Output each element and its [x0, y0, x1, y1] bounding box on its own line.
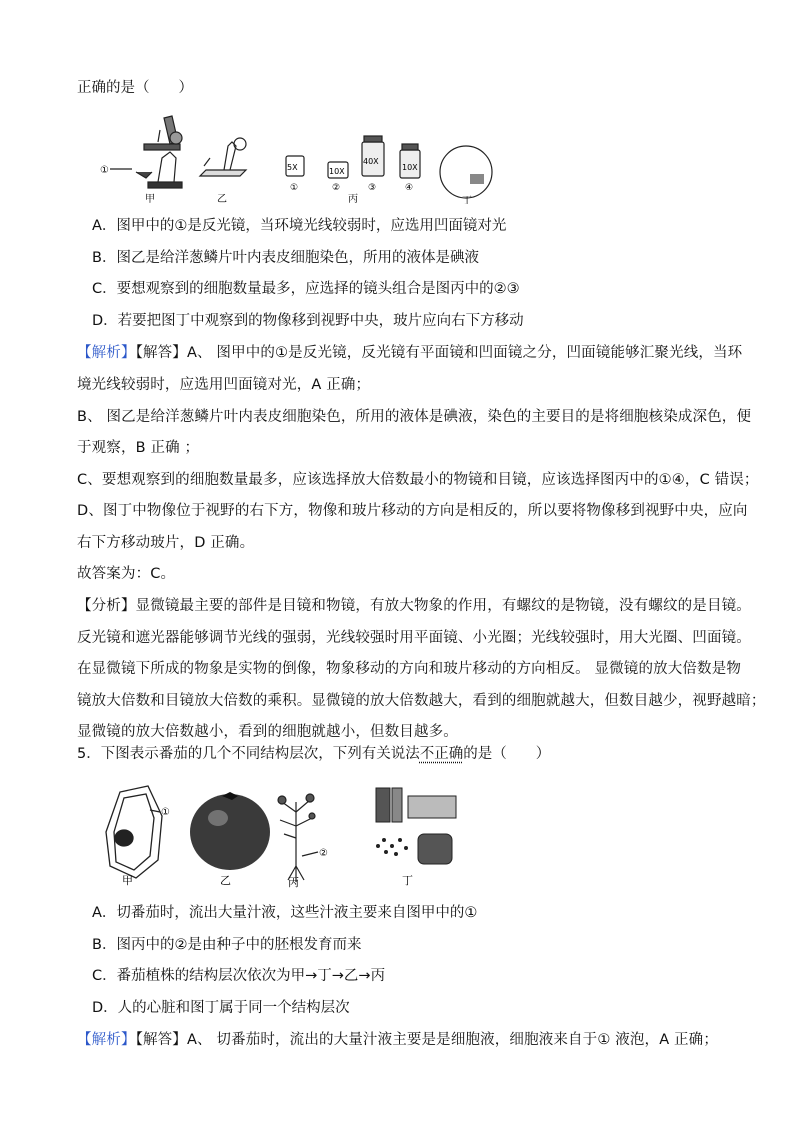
- q5-option-b: B．图丙中的②是由种子中的胚根发育而来: [92, 937, 362, 953]
- q4-analysis-line-4: 于观察，B 正确 ；: [77, 440, 200, 456]
- q4-fenxi-line-4: 镜放大倍数和目镜放大倍数的乘积。显微镜的放大倍数越大，看到的细胞就越大，但数目越少，视野越暗；: [77, 693, 766, 709]
- q4-analysis-line-7: 右下方移动玻片，D 正确。: [77, 535, 255, 551]
- q4-analysis-line-2: 境光线较弱时，应选用凹面镜对光，A 正确；: [77, 377, 371, 393]
- q5-option-a: A．切番茄时，流出大量汁液，这些汁液主要来自图甲中的①: [92, 905, 478, 921]
- q5-analysis-text: 【解答】A、 切番茄时，流出的大量汁液主要是是细胞液，细胞液来自于① 液泡，A 正确；: [135, 1032, 718, 1048]
- analysis-text: 【解答】A、 图甲中的①是反光镜，反光镜有平面镜和凹面镜之分，凹面镜能够汇聚光线，当环: [135, 345, 743, 361]
- q5-figure: [96, 782, 476, 888]
- fenxi-text: 显微镜最主要的部件是目镜和物镜，有放大物象的作用，有螺纹的是物镜，没有螺纹的是目镜。: [135, 598, 751, 614]
- q5-analysis-line-1: [77, 1030, 718, 1050]
- q5-fig-label-jia: 甲: [122, 874, 133, 887]
- q4-fig-label-bing: 丙: [348, 194, 358, 204]
- staining-illustration: [200, 138, 246, 176]
- q4-fig-marker1: ①: [100, 165, 109, 176]
- q5-stem: [77, 744, 550, 764]
- lens-label-3: 40X: [363, 157, 379, 166]
- q5-fig-label-yi: 乙: [220, 874, 231, 887]
- q4-option-d: D．若要把图丁中观察到的物像移到视野中央，玻片应向右下方移动: [92, 313, 524, 329]
- q4-stem-tail: 正确的是（ ）: [77, 80, 193, 96]
- analysis-tag: 【解析】: [77, 345, 136, 361]
- field-of-view: [440, 146, 492, 198]
- q4-fig-label-yi: 乙: [217, 194, 227, 204]
- lens-num-3: ③: [368, 183, 377, 193]
- q4-option-b: B．图乙是给洋葱鳞片叶内表皮细胞染色，所用的液体是碘液: [92, 250, 479, 266]
- lens-num-4: ④: [405, 183, 414, 193]
- tissue-illustration: [376, 788, 456, 864]
- q4-fenxi-line-5: 显微镜的放大倍数越小，看到的细胞就越小，但数目越多。: [77, 724, 458, 740]
- q5-fig-m2: ②: [319, 848, 328, 859]
- q4-answer: 故答案为：C。: [77, 566, 176, 582]
- q5-analysis-tag: 【解析】: [77, 1032, 136, 1048]
- q5-stem-part-a: 5．下图表示番茄的几个不同结构层次，下列有关说法: [77, 746, 420, 762]
- fenxi-tag: 【分析】: [77, 598, 136, 614]
- q4-fig-label-jia: 甲: [145, 194, 155, 204]
- q4-option-c: C．要想观察到的细胞数量最多，应选择的镜头组合是图丙中的②③: [92, 281, 520, 297]
- q4-analysis-line-1: [77, 343, 742, 363]
- q4-option-a: A．图甲中的①是反光镜，当环境光线较弱时，应选用凹面镜对光: [92, 218, 507, 234]
- q4-fenxi-line-1: [77, 596, 751, 616]
- q5-option-d: D．人的心脏和图丁属于同一个结构层次: [92, 1000, 350, 1016]
- q4-analysis-line-6: D、图丁中物像位于视野的右下方，物像和玻片移动的方向是相反的，所以要将物像移到视野中央，应向: [77, 503, 748, 519]
- lens-num-1: ①: [290, 183, 299, 193]
- plant-cell-illustration: [106, 786, 162, 878]
- lens-label-2: 10X: [329, 167, 345, 176]
- plant-illustration: [278, 794, 318, 882]
- lens-set: [286, 136, 420, 178]
- tomato-illustration: [190, 792, 270, 870]
- lens-label-4: 10X: [402, 163, 418, 172]
- q4-fenxi-line-2: 反光镜和遮光器能够调节光线的强弱，光线较强时用平面镜、小光圈；光线较强时，用大光圈、凹面镜。: [77, 630, 751, 646]
- lens-num-2: ②: [332, 183, 341, 193]
- q5-stem-emphasis: 不正确: [419, 746, 464, 762]
- q4-figure: [100, 112, 500, 204]
- q4-analysis-line-3: B、 图乙是给洋葱鳞片叶内表皮细胞染色，所用的液体是碘液，染色的主要目的是将细胞核染成深色，便: [77, 409, 752, 425]
- lens-label-1: 5X: [287, 163, 298, 172]
- q4-fig-label-ding: 丁: [462, 196, 472, 204]
- q4-fenxi-line-3: 在显微镜下所成的物象是实物的倒像，物象移动的方向和玻片移动的方向相反。 显微镜的放大倍数是物: [77, 661, 742, 677]
- q5-stem-part-c: 的是（ ）: [463, 746, 551, 762]
- q5-fig-label-bing: 丙: [288, 876, 299, 888]
- q4-analysis-line-5: C、要想观察到的细胞数量最多，应该选择放大倍数最小的物镜和目镜，应该选择图丙中的①④，C 错误；: [77, 472, 759, 488]
- q5-fig-m1: ①: [161, 807, 170, 818]
- q5-option-c: C．番茄植株的结构层次依次为甲→丁→乙→丙: [92, 968, 386, 984]
- microscope-illustration: [110, 116, 182, 188]
- q5-fig-label-ding: 丁: [402, 874, 413, 887]
